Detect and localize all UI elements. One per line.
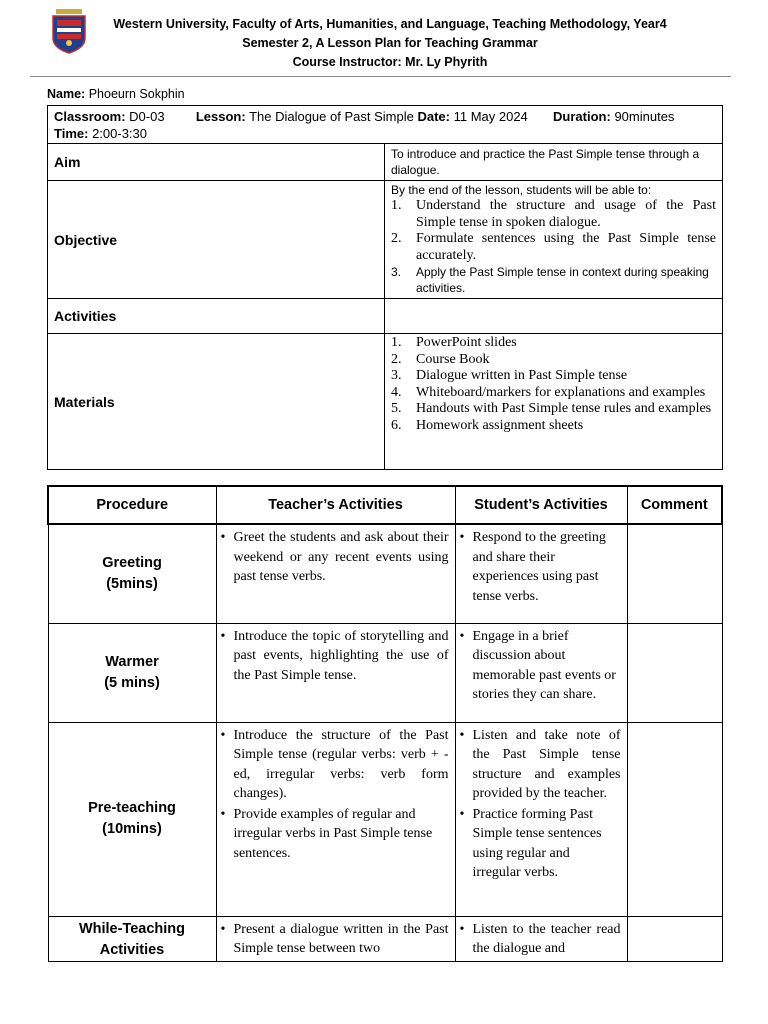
student-activity: • Engage in a brief discussion about memorable past events or stories they can share.: [459, 628, 616, 702]
duration-value: 90minutes: [614, 109, 675, 124]
aim-text: To introduce and practice the Past Simple tense through a dialogue.: [385, 144, 723, 181]
teacher-activity: • Present a dialogue written in the Past Simple tense between two: [220, 921, 449, 956]
list-item: 3. Apply the Past Simple tense in context during speaking activities.: [391, 265, 709, 295]
objective-cell: [385, 181, 723, 299]
activities-label: Activities: [48, 299, 385, 334]
date-value: 11 May 2024: [453, 109, 528, 124]
comment-cell: [627, 916, 722, 961]
teacher-activity: • Greet the students and ask about their weekend or any recent events using past tense verbs.: [220, 530, 449, 584]
student-activity: • Practice forming Past Simple tense sentences using regular and irregular verbs.: [459, 806, 602, 880]
header-semester-line: Semester 2, A Lesson Plan for Teaching Grammar: [242, 36, 538, 50]
table-row: [48, 524, 722, 623]
teacher-activities-header: Teacher’s Activities: [216, 486, 455, 524]
table-row: [48, 623, 722, 722]
header-instructor-line: Course Instructor: Mr. Ly Phyrith: [292, 55, 488, 69]
comment-cell: [627, 524, 722, 623]
student-activities-header: Student’s Activities: [455, 486, 627, 524]
list-item: 3. Dialogue written in Past Simple tense: [391, 368, 628, 383]
time-label: Time:: [54, 126, 89, 141]
stage-greeting: Greeting (5mins): [48, 524, 216, 623]
aim-label: Aim: [48, 144, 385, 181]
teacher-activity: • Provide examples of regular and irregular verbs in Past Simple tense sentences.: [220, 806, 433, 861]
header-divider: [30, 76, 731, 77]
student-activity: • Listen to the teacher read the dialogue and: [459, 921, 621, 956]
comment-cell: [627, 722, 722, 916]
objective-label: Objective: [48, 181, 385, 299]
list-item: 1. PowerPoint slides: [391, 335, 517, 350]
time-value: 2:00-3:30: [92, 126, 147, 141]
student-activity: • Respond to the greeting and share their experiences using past tense verbs.: [459, 530, 606, 604]
header-university-line: Western University, Faculty of Arts, Humanities, and Language, Teaching Methodology, Year4: [113, 17, 667, 31]
list-item: 5. Handouts with Past Simple tense rules and examples: [391, 401, 712, 416]
student-name-label: Name:: [47, 87, 86, 101]
list-item: 1. Understand the structure and usage of the Past Simple tense in spoken dialogue.: [391, 198, 716, 230]
stage-warmer: Warmer (5 mins): [48, 623, 216, 722]
teacher-activity: • Introduce the structure of the Past Simple tense (regular verbs: verb + -ed, irregular verbs: verb form changes).: [220, 727, 449, 801]
classroom-label: Classroom:: [54, 109, 126, 124]
stage-pre-teaching: Pre-teaching (10mins): [48, 722, 216, 916]
objective-intro: By the end of the lesson, students will be able to:: [391, 183, 652, 197]
list-item: 6. Homework assignment sheets: [391, 417, 584, 433]
list-item: 2. Course Book: [391, 351, 490, 367]
activities-text: [385, 299, 723, 334]
materials-list: [391, 335, 716, 434]
list-item: 4. Whiteboard/markers for explanations and examples: [391, 384, 706, 400]
student-name-line: [47, 87, 185, 101]
date-label: Date:: [417, 109, 450, 124]
lesson-info-table: [47, 105, 723, 470]
table-row: [48, 722, 722, 916]
teacher-activity: • Introduce the topic of storytelling and past events, highlighting the use of the Past Simple tense.: [220, 628, 449, 683]
lesson-value: The Dialogue of Past Simple: [249, 109, 414, 124]
table-row: [48, 916, 722, 961]
duration-label: Duration:: [553, 109, 611, 124]
classroom-value: D0-03: [129, 109, 165, 124]
comment-cell: [627, 623, 722, 722]
university-logo-icon: [50, 8, 88, 54]
student-name-value: Phoeurn Sokphin: [88, 87, 185, 101]
objective-list: [391, 198, 716, 296]
document-header: [0, 0, 768, 78]
student-activity: • Listen and take note of the Past Simple tense structure and examples provided by the teacher.: [459, 727, 621, 801]
list-item: 2. Formulate sentences using the Past Simple tense accurately.: [391, 231, 716, 263]
comment-header: Comment: [627, 486, 722, 524]
procedure-header: Procedure: [48, 486, 216, 524]
procedure-table: [47, 485, 723, 962]
lesson-meta-cell: [48, 106, 723, 144]
stage-while-teaching: While-Teaching Activities: [48, 916, 216, 961]
lesson-label: Lesson:: [195, 109, 246, 124]
materials-cell: [385, 334, 723, 470]
materials-label: Materials: [48, 334, 385, 470]
